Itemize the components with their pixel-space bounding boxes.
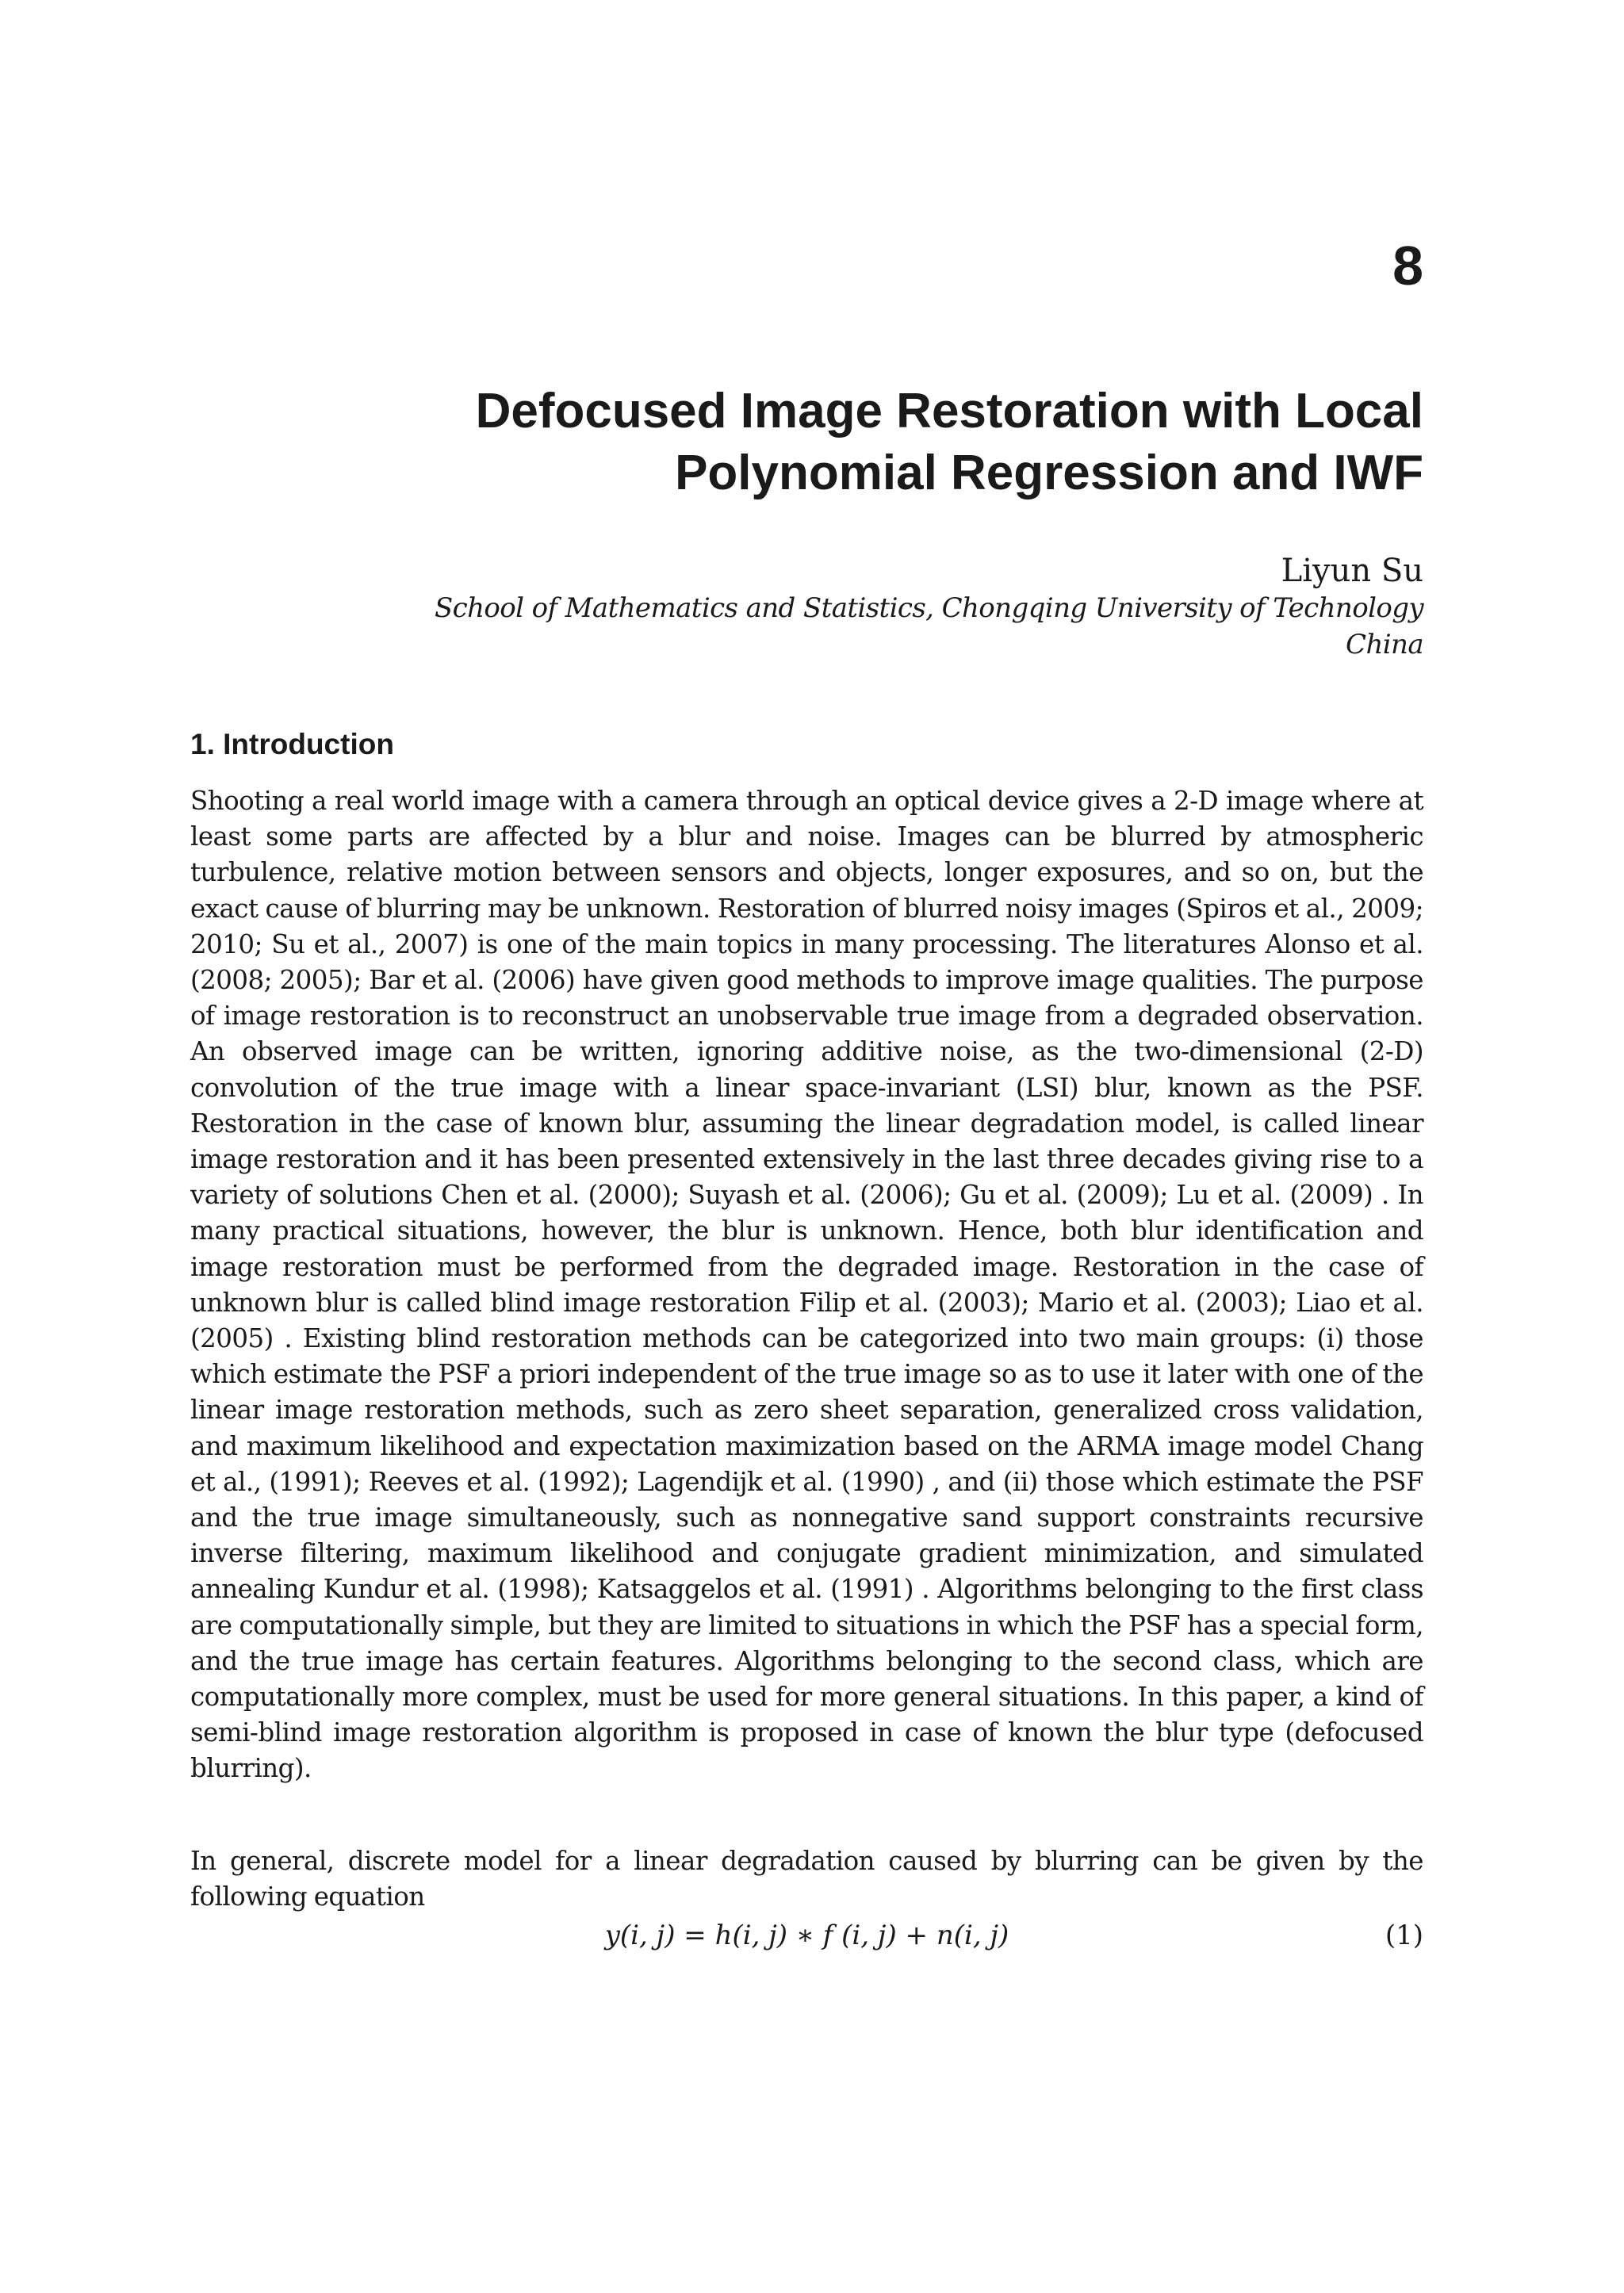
chapter-number: 8 [1392, 235, 1423, 297]
author-name: Liyun Su [1281, 553, 1423, 589]
chapter-title-line-2: Polynomial Regression and IWF [675, 446, 1423, 500]
author-affiliation: School of Mathematics and Statistics, Chongqing University of Technology [434, 592, 1423, 624]
chapter-title-line-1: Defocused Image Restoration with Local [475, 384, 1423, 438]
chapter-title [341, 381, 1423, 504]
section-heading: 1. Introduction [190, 728, 394, 760]
equation-row [190, 1917, 1423, 1954]
author-block [341, 552, 1423, 663]
equation: y(i, j) = h(i, j) ∗ f (i, j) + n(i, j) [604, 1920, 1009, 1951]
author-country: China [1346, 629, 1423, 660]
intro-paragraph-2: In general, discrete model for a linear degradation caused by blurring can be given by the following equation [190, 1846, 1423, 1912]
intro-paragraph-1: Shooting a real world image with a camera through an optical device gives a 2-D image where at least some parts are affected by a blur and noise. Images can be blurred by atmospheric turbulence, relative motion between sensors and objects, longer exposures, and so on, but the exact cause of blurring may be unknown. Restoration of blurred noisy images (Spiros et al., 2009; 2010; Su et al., 2007) is one of the main topics in many processing. The literatures Alonso et al. (2008; 2005); Bar et al. (2006) have given good methods to improve image qualities. The purpose of image restoration is to reconstruct an unobservable true image from a degraded observation. An observed image can be written, ignoring additive noise, as the two-dimensional (2-D) convolution of the true image with a linear space-invariant (LSI) blur, known as the PSF. Restoration in the case of known blur, assuming the linear degradation model, is called linear image restoration and it has been presented extensively in the last three decades giving rise to a variety of solutions Chen et al. (2000); Suyash et al. (2006); Gu et al. (2009); Lu et al. (2009) . In many practical situations, however, the blur is unknown. Hence, both blur identification and image restoration must be performed from the degraded image. Restoration in the case of unknown blur is called blind image restoration Filip et al. (2003); Mario et al. (2003); Liao et al. (2005) . Existing blind restoration methods can be categorized into two main groups: (i) those which estimate the PSF a priori independent of the true image so as to use it later with one of the linear image restoration methods, such as zero sheet separation, generalized cross validation, and maximum likelihood and expectation maximization based on the ARMA image model Chang et al., (1991); Reeves et al. (1992); Lagendijk et al. (1990) , and (ii) those which estimate the PSF and the true image simultaneously, such as nonnegative sand support constraints recursive inverse filtering, maximum likelihood and conjugate gradient minimization, and simulated annealing Kundur et al. (1998); Katsaggelos et al. (1991) . Algorithms belonging to the first class are computationally simple, but they are limited to situations in which the PSF has a special form, and the true image has certain features. Algorithms belonging to the second class, which are computationally more complex, must be used for more general situations. In this paper, a kind of semi-blind image restoration algorithm is proposed in case of known the blur type (defocused blurring). [190, 786, 1423, 1784]
equation-number: (1) [1385, 1920, 1423, 1951]
